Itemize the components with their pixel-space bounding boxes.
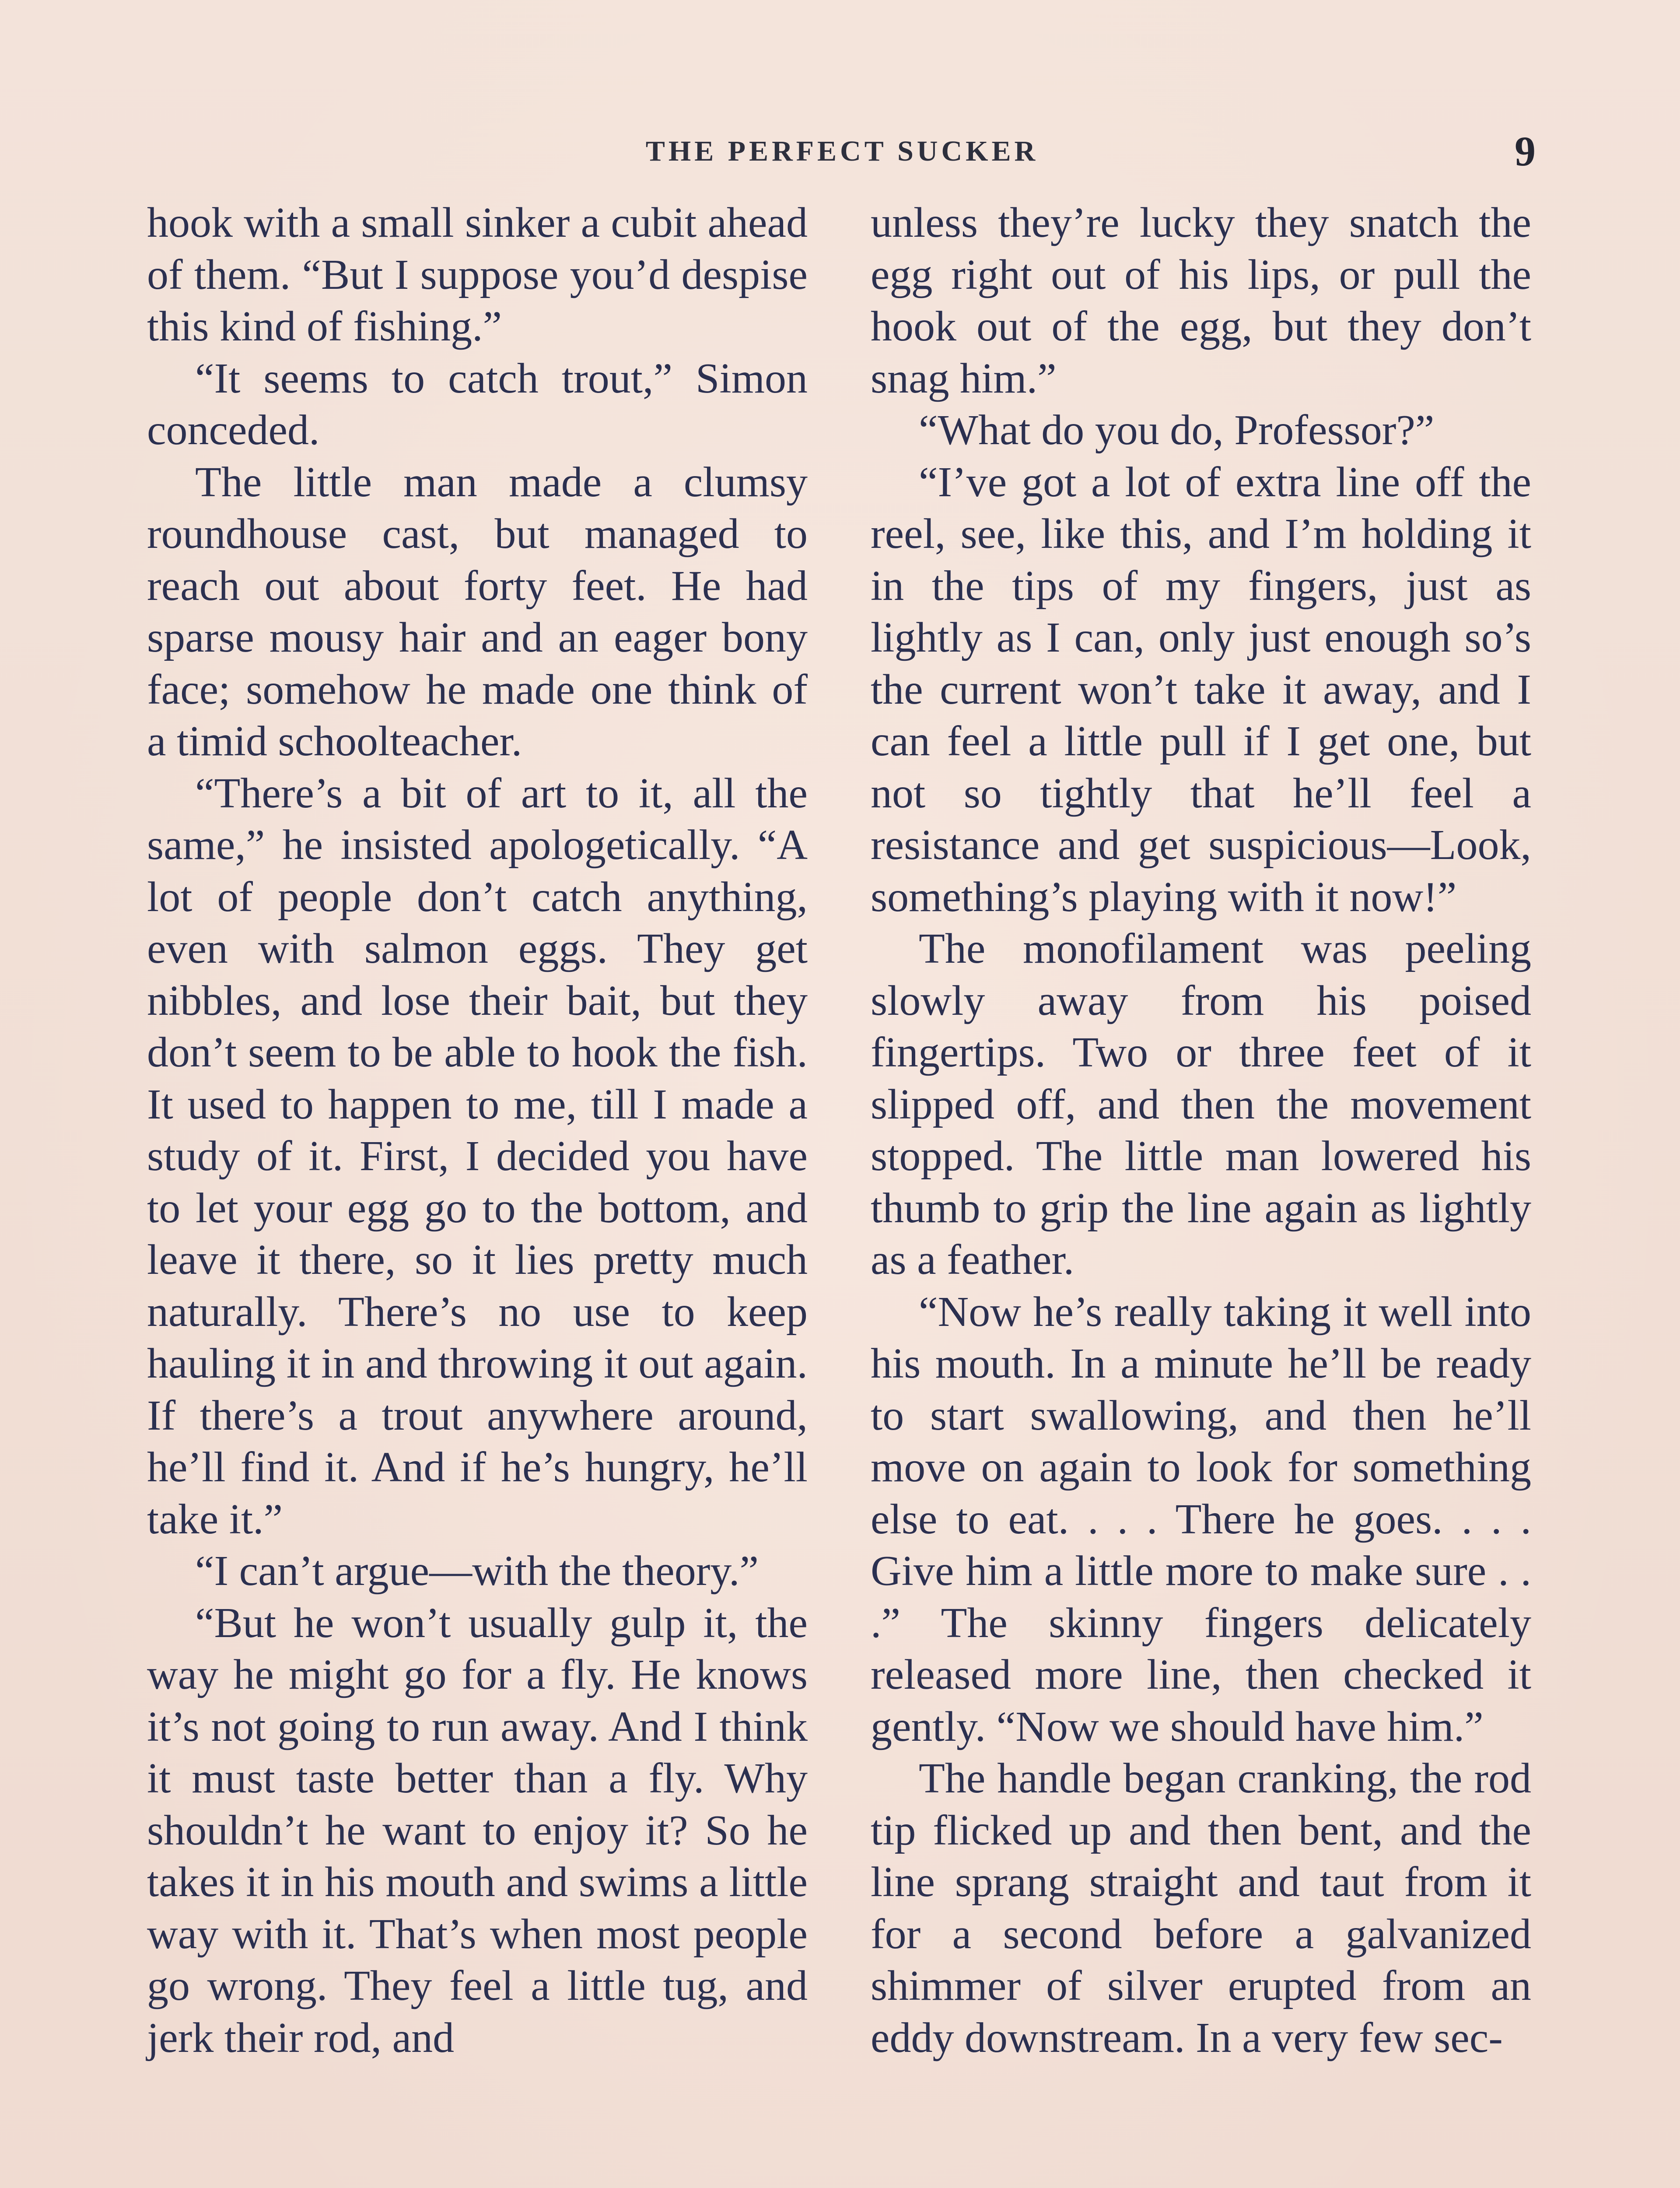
- page-number: 9: [1515, 128, 1536, 175]
- paragraph: hook with a small sinker a cubit ahead of them. “But I suppose you’d despise this kind of fishing.”: [147, 199, 808, 350]
- running-title: THE PERFECT SUCKER: [645, 135, 1039, 167]
- paragraph: The little man made a clumsy roundhouse cast, but managed to reach out about forty feet. He had sparse mousy hair and an eager bony face; somehow he made one think of a timid schoolteacher.: [147, 458, 808, 765]
- paragraph: The monofilament was peeling slowly away from his poised fingertips. Two or three feet of it slipped off, and then the movement stopped. The little man lowered his thumb to grip the line again as lightly as a feather.: [871, 925, 1531, 1283]
- paragraph: unless they’re lucky they snatch the egg right out of his lips, or pull the hook out of the egg, but they don’t snag him.”: [871, 199, 1531, 402]
- page-header: [149, 127, 1536, 179]
- right-text-column: [871, 197, 1531, 2064]
- paragraph: “Now he’s really taking it well into his mouth. In a minute he’ll be ready to start swallowing, and then he’ll move on again to look for something else to eat. . . . There he goes. . . . Give him a little more to make sure . . .” The skinny fingers delicately released more line, then checked it gently. “Now we should have him.”: [871, 1288, 1531, 1750]
- paragraph: “What do you do, Professor?”: [919, 407, 1435, 454]
- left-text-column: [147, 197, 808, 2064]
- paragraph: “I’ve got a lot of extra line off the reel, see, like this, and I’m holding it in the tips of my fingers, just as lightly as I can, only just enough so’s the current won’t take it away, and I can feel a little pull if I get one, but not so tightly that he’ll feel a resistance and get suspicious—Look, something’s playing with it now!”: [871, 458, 1531, 921]
- paragraph: “I can’t argue—with the theory.”: [195, 1547, 759, 1595]
- paragraph: “But he won’t usually gulp it, the way he might go for a fly. He knows it’s not going to run away. And I think it must taste better than a fly. Why shouldn’t he want to enjoy it? So he takes it in his mouth and swims a little way with it. That’s when most people go wrong. They feel a little tug, and jerk their rod, and: [147, 1599, 808, 2062]
- paragraph: “There’s a bit of art to it, all the same,” he insisted apologetically. “A lot of people don’t catch anything, even with salmon eggs. They get nibbles, and lose their bait, but they don’t seem to be able to hook the fish. It used to happen to me, till I made a study of it. First, I decided you have to let your egg go to the bottom, and leave it there, so it lies pretty much naturally. There’s no use to keep hauling it in and throwing it out again. If there’s a trout anywhere around, he’ll find it. And if he’s hungry, he’ll take it.”: [147, 769, 808, 1543]
- paragraph: The handle began cranking, the rod tip flicked up and then bent, and the line sprang straight and taut from it for a second before a galvanized shimmer of silver erupted from an eddy downstream. In a very few sec-: [871, 1755, 1531, 2062]
- paragraph: “It seems to catch trout,” Simon conceded.: [147, 354, 808, 454]
